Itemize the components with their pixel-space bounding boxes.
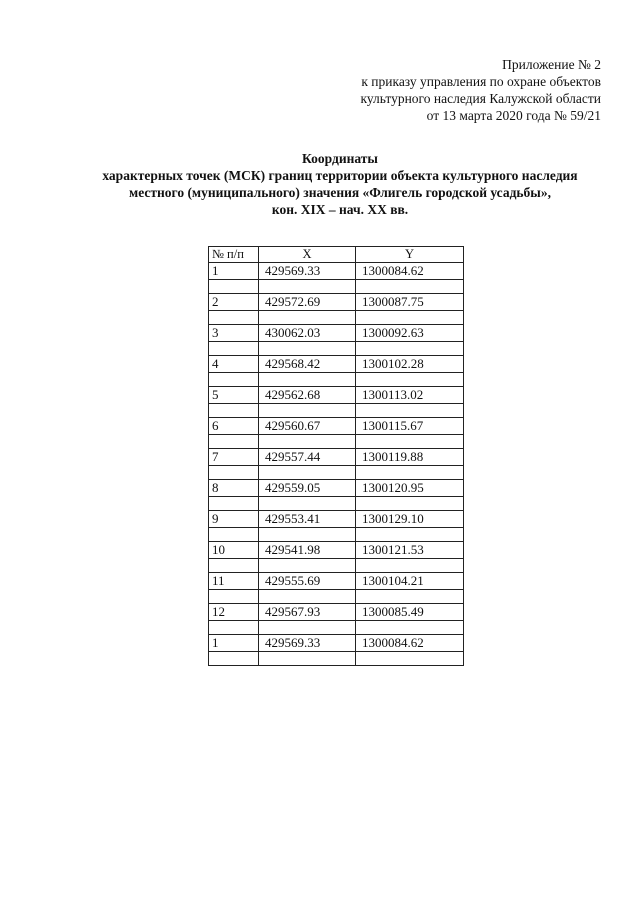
x-coordinate-cell: 429569.33 bbox=[259, 635, 356, 652]
point-number-cell: 2 bbox=[209, 294, 259, 311]
table-spacer-row bbox=[209, 621, 464, 635]
table-row bbox=[209, 418, 464, 435]
empty-cell bbox=[209, 373, 259, 387]
document-title bbox=[40, 150, 639, 218]
table-row bbox=[209, 387, 464, 404]
y-coordinate-cell: 1300113.02 bbox=[356, 387, 464, 404]
empty-cell bbox=[209, 652, 259, 666]
empty-cell bbox=[259, 528, 356, 542]
empty-cell bbox=[209, 497, 259, 511]
empty-cell bbox=[356, 528, 464, 542]
table-row bbox=[209, 511, 464, 528]
table-row bbox=[209, 325, 464, 342]
table-body bbox=[209, 263, 464, 666]
point-number-cell: 8 bbox=[209, 480, 259, 497]
table-spacer-row bbox=[209, 373, 464, 387]
table-row bbox=[209, 635, 464, 652]
appendix-date: от 13 марта 2020 года № 59/21 bbox=[426, 108, 601, 123]
point-number-cell: 9 bbox=[209, 511, 259, 528]
table-spacer-row bbox=[209, 528, 464, 542]
appendix-authority: культурного наследия Калужской области bbox=[360, 91, 601, 106]
x-coordinate-cell: 429555.69 bbox=[259, 573, 356, 590]
point-number-cell: 11 bbox=[209, 573, 259, 590]
coordinates-table bbox=[208, 246, 464, 666]
x-coordinate-cell: 429560.67 bbox=[259, 418, 356, 435]
point-number-cell: 1 bbox=[209, 635, 259, 652]
empty-cell bbox=[356, 280, 464, 294]
y-coordinate-cell: 1300092.63 bbox=[356, 325, 464, 342]
empty-cell bbox=[209, 528, 259, 542]
empty-cell bbox=[259, 559, 356, 573]
title-line-1: Координаты bbox=[302, 151, 378, 166]
empty-cell bbox=[209, 342, 259, 356]
empty-cell bbox=[209, 311, 259, 325]
table-row bbox=[209, 263, 464, 280]
empty-cell bbox=[356, 590, 464, 604]
y-coordinate-cell: 1300087.75 bbox=[356, 294, 464, 311]
empty-cell bbox=[356, 435, 464, 449]
point-number-cell: 4 bbox=[209, 356, 259, 373]
empty-cell bbox=[259, 621, 356, 635]
point-number-cell: 6 bbox=[209, 418, 259, 435]
table-spacer-row bbox=[209, 311, 464, 325]
y-coordinate-cell: 1300084.62 bbox=[356, 263, 464, 280]
y-coordinate-cell: 1300085.49 bbox=[356, 604, 464, 621]
x-coordinate-cell: 429572.69 bbox=[259, 294, 356, 311]
y-coordinate-cell: 1300102.28 bbox=[356, 356, 464, 373]
point-number-cell: 5 bbox=[209, 387, 259, 404]
title-line-4: кон. XIX – нач. XX вв. bbox=[271, 202, 409, 217]
empty-cell bbox=[259, 652, 356, 666]
column-header-number: № п/п bbox=[209, 247, 259, 263]
empty-cell bbox=[209, 404, 259, 418]
x-coordinate-cell: 429557.44 bbox=[259, 449, 356, 466]
empty-cell bbox=[259, 280, 356, 294]
table-row bbox=[209, 573, 464, 590]
table-spacer-row bbox=[209, 559, 464, 573]
empty-cell bbox=[209, 559, 259, 573]
empty-cell bbox=[209, 466, 259, 480]
empty-cell bbox=[356, 652, 464, 666]
empty-cell bbox=[356, 373, 464, 387]
table-spacer-row bbox=[209, 435, 464, 449]
x-coordinate-cell: 429562.68 bbox=[259, 387, 356, 404]
empty-cell bbox=[259, 404, 356, 418]
empty-cell bbox=[356, 404, 464, 418]
point-number-cell: 7 bbox=[209, 449, 259, 466]
appendix-order-ref: к приказу управления по охране объектов bbox=[361, 74, 601, 89]
y-coordinate-cell: 1300119.88 bbox=[356, 449, 464, 466]
empty-cell bbox=[259, 590, 356, 604]
table-row bbox=[209, 480, 464, 497]
table-row bbox=[209, 356, 464, 373]
column-header-y: Y bbox=[356, 247, 464, 263]
y-coordinate-cell: 1300121.53 bbox=[356, 542, 464, 559]
table-header-row bbox=[209, 247, 464, 263]
empty-cell bbox=[259, 342, 356, 356]
table-row bbox=[209, 542, 464, 559]
table-row bbox=[209, 449, 464, 466]
x-coordinate-cell: 429568.42 bbox=[259, 356, 356, 373]
point-number-cell: 1 bbox=[209, 263, 259, 280]
column-header-x: X bbox=[259, 247, 356, 263]
empty-cell bbox=[209, 590, 259, 604]
appendix-number: Приложение № 2 bbox=[502, 57, 601, 72]
table-spacer-row bbox=[209, 497, 464, 511]
table-row bbox=[209, 604, 464, 621]
empty-cell bbox=[209, 435, 259, 449]
table-spacer-row bbox=[209, 466, 464, 480]
empty-cell bbox=[209, 280, 259, 294]
table-spacer-row bbox=[209, 590, 464, 604]
empty-cell bbox=[356, 559, 464, 573]
empty-cell bbox=[356, 311, 464, 325]
empty-cell bbox=[209, 621, 259, 635]
table-spacer-row bbox=[209, 404, 464, 418]
empty-cell bbox=[259, 435, 356, 449]
point-number-cell: 10 bbox=[209, 542, 259, 559]
table-spacer-row bbox=[209, 652, 464, 666]
point-number-cell: 12 bbox=[209, 604, 259, 621]
title-line-3: местного (муниципального) значения «Флигель городской усадьбы», bbox=[129, 185, 551, 200]
x-coordinate-cell: 429553.41 bbox=[259, 511, 356, 528]
empty-cell bbox=[356, 621, 464, 635]
point-number-cell: 3 bbox=[209, 325, 259, 342]
y-coordinate-cell: 1300115.67 bbox=[356, 418, 464, 435]
x-coordinate-cell: 429569.33 bbox=[259, 263, 356, 280]
title-line-2: характерных точек (МСК) границ территории объекта культурного наследия bbox=[102, 168, 578, 183]
x-coordinate-cell: 429567.93 bbox=[259, 604, 356, 621]
empty-cell bbox=[259, 373, 356, 387]
x-coordinate-cell: 430062.03 bbox=[259, 325, 356, 342]
x-coordinate-cell: 429541.98 bbox=[259, 542, 356, 559]
table-spacer-row bbox=[209, 280, 464, 294]
y-coordinate-cell: 1300084.62 bbox=[356, 635, 464, 652]
empty-cell bbox=[259, 311, 356, 325]
table-spacer-row bbox=[209, 342, 464, 356]
table-row bbox=[209, 294, 464, 311]
y-coordinate-cell: 1300120.95 bbox=[356, 480, 464, 497]
empty-cell bbox=[259, 497, 356, 511]
y-coordinate-cell: 1300129.10 bbox=[356, 511, 464, 528]
x-coordinate-cell: 429559.05 bbox=[259, 480, 356, 497]
y-coordinate-cell: 1300104.21 bbox=[356, 573, 464, 590]
empty-cell bbox=[259, 466, 356, 480]
appendix-header bbox=[360, 56, 601, 124]
empty-cell bbox=[356, 497, 464, 511]
empty-cell bbox=[356, 342, 464, 356]
empty-cell bbox=[356, 466, 464, 480]
